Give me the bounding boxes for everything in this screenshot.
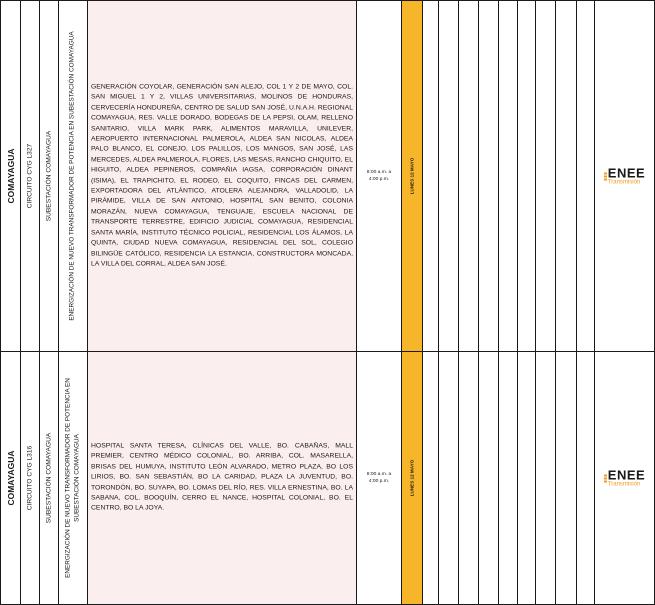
time-range xyxy=(357,471,401,485)
empty-cell xyxy=(423,352,439,605)
enee-logo-icon xyxy=(604,172,607,180)
date-cell xyxy=(402,352,423,605)
empty-cell xyxy=(577,352,595,605)
empty-cell xyxy=(556,352,577,605)
empty-cell xyxy=(459,352,479,605)
empty-cell xyxy=(518,0,536,352)
affected-areas-text: HOSPITAL SANTA TERESA, CLÍNICAS DEL VALLE, BO. CABAÑAS, MALL PREMIER, CENTRO MÉDICO COLONIAL, BO. ARRIBA, COL. MASARELLA, BRISAS DEL HUMUYA, INSTITUTO LEÓN ALVARADO, METRO PLAZA, BO LOS LIRIOS, BO. SAN SEBASTIÁN, BO LA CARIDAD, PLAZA LA JUVENTUD, BO. TORONDÓN, BO. SUYAPA, BO. LOMAS DEL RÍO, RES. VILLA ERNESTINA, BO. LA SABANA, COL. BOOQUÍN, CERRO EL NANCE, HOSPITAL COLONIAL, BO. EL CENTRO, BO LA JOYA. xyxy=(91,442,353,513)
empty-cell xyxy=(536,352,556,605)
department-cell xyxy=(0,0,21,352)
logo-tagline: Transmisión xyxy=(607,179,641,186)
time-start: 8:00 a.m. a xyxy=(366,169,392,175)
logo-cell xyxy=(595,352,655,605)
substation-label: SUBESTACIÓN COMAYAGUA xyxy=(45,432,53,524)
work-cell xyxy=(59,0,88,352)
enee-logo xyxy=(595,167,654,186)
work-description: ENERGIZACIÓN DE NUEVO TRANSFORMADOR DE POTENCIA EN SUBESTACIÓN COMAYAGUA xyxy=(68,31,76,321)
department-label: COMAYAGUA xyxy=(5,450,16,506)
time-range xyxy=(357,169,401,183)
empty-cell xyxy=(439,352,459,605)
time-cell xyxy=(357,0,402,352)
empty-cell xyxy=(536,0,556,352)
circuit-cell xyxy=(21,352,40,605)
time-cell xyxy=(357,352,402,605)
empty-cell xyxy=(479,0,499,352)
date-cell xyxy=(402,0,423,352)
affected-areas-cell xyxy=(88,0,357,352)
circuit-label: CIRCUITO CYG L316 xyxy=(26,445,34,511)
empty-cell xyxy=(577,0,595,352)
date-label: LUNES 12 MAYO xyxy=(409,157,415,195)
empty-cell xyxy=(499,352,518,605)
enee-logo-icon xyxy=(604,474,607,482)
empty-cell xyxy=(459,0,479,352)
time-start: 8:00 a.m. a xyxy=(366,471,392,477)
logo-tagline: Transmisión xyxy=(607,481,641,488)
substation-cell xyxy=(40,352,59,605)
empty-cell xyxy=(499,0,518,352)
substation-cell xyxy=(40,0,59,352)
date-label: LUNES 12 MAYO xyxy=(409,459,415,497)
enee-logo xyxy=(595,469,654,488)
logo-brand: ENEE xyxy=(607,467,646,483)
time-end: 4:00 p.m. xyxy=(368,479,390,484)
department-cell xyxy=(0,352,21,605)
affected-areas-text: GENERACIÓN COYOLAR, GENERACIÓN SAN ALEJO, COL 1 Y 2 DE MAYO, COL. SAN MIGUEL 1 Y 2, VILLAS UNIVERSITARIAS, MOLINOS DE HONDURAS, CERVECERÍA HONDUREÑA, CENTRO DE SALUD SAN JOSÉ, U.N.A.H. REGIONAL COMAYAGUA, RES. VALLE DORADO, BODEGAS DE LA PEPSI, OLAM, RELLENO SANITARIO, VILLA MARK PARK, ALIMENTOS MARAVILLA, UNILEVER, AEROPUERTO INTERNACIONAL PALMEROLA, ALDEA SAN NICOLAS, ALDEA PALO BLANCO, EL CONEJO, LOS PALILLOS, LOS MANGOS, SAN JOSÉ, LAS MERCEDES, ALDEA PALMEROLA, FLORES, LAS MESAS, RANCHO CHIQUITO, EL HIGUITO, ALDEA PEPINEROS, COMPAÑIA IAGSA, CORPORACIÓN DINANT (ISIMA), EL TRAPICHITO, EL RODEO, EL COQUITO, FINCAS DEL CARMEN, EXPORTADORA DEL ATLÁNTICO, ATOLERA ALEJANDRA, VALLADOLID, LA PIRÁMIDE, VILLA DE SAN ANTONIO, HOSPITAL SAN BENITO, COLONIA MORAZÁN, NUEVA COMAYAGUA, TENGUAJE, ESCUELA NACIONAL DE TRANSPORTE TERRESTRE, EDIFICIO JUDICIAL COMAYAGUA, RESIDENCIAL SANTA MARÍA, INSTITUTO TÉCNICO POLICIAL, RESIDENCIAL LOS ÁLAMOS, LA QUINTA, CIUDAD NUEVA COMAYAGUA, RESIDENCIAL DEL SOL, COLEGIO BILINGÜE CATÓLICO, RESIDENCIA LA ESTANCIA, CONSTRUCTORA MONCADA, LA VILLA DEL CORRAL, ALDEA SAN JOSÉ. xyxy=(91,83,353,268)
department-label: COMAYAGUA xyxy=(5,148,16,204)
empty-cell xyxy=(556,0,577,352)
substation-label: SUBESTACIÓN COMAYAGUA xyxy=(45,130,53,222)
empty-cell xyxy=(479,352,499,605)
work-description: ENERGIZACIÓN DE NUEVO TRANSFORMADOR DE POTENCIA EN SUBESTACIÓN COMAYAGUA xyxy=(64,378,80,578)
logo-brand: ENEE xyxy=(607,165,646,181)
circuit-cell xyxy=(21,0,40,352)
logo-cell xyxy=(595,0,655,352)
empty-cell xyxy=(423,0,439,352)
time-end: 4:00 p.m. xyxy=(368,177,390,182)
empty-cell xyxy=(518,352,536,605)
work-cell xyxy=(59,352,88,605)
affected-areas-cell xyxy=(88,352,357,605)
empty-cell xyxy=(439,0,459,352)
circuit-label: CIRCUITO CYG L327 xyxy=(26,143,34,209)
